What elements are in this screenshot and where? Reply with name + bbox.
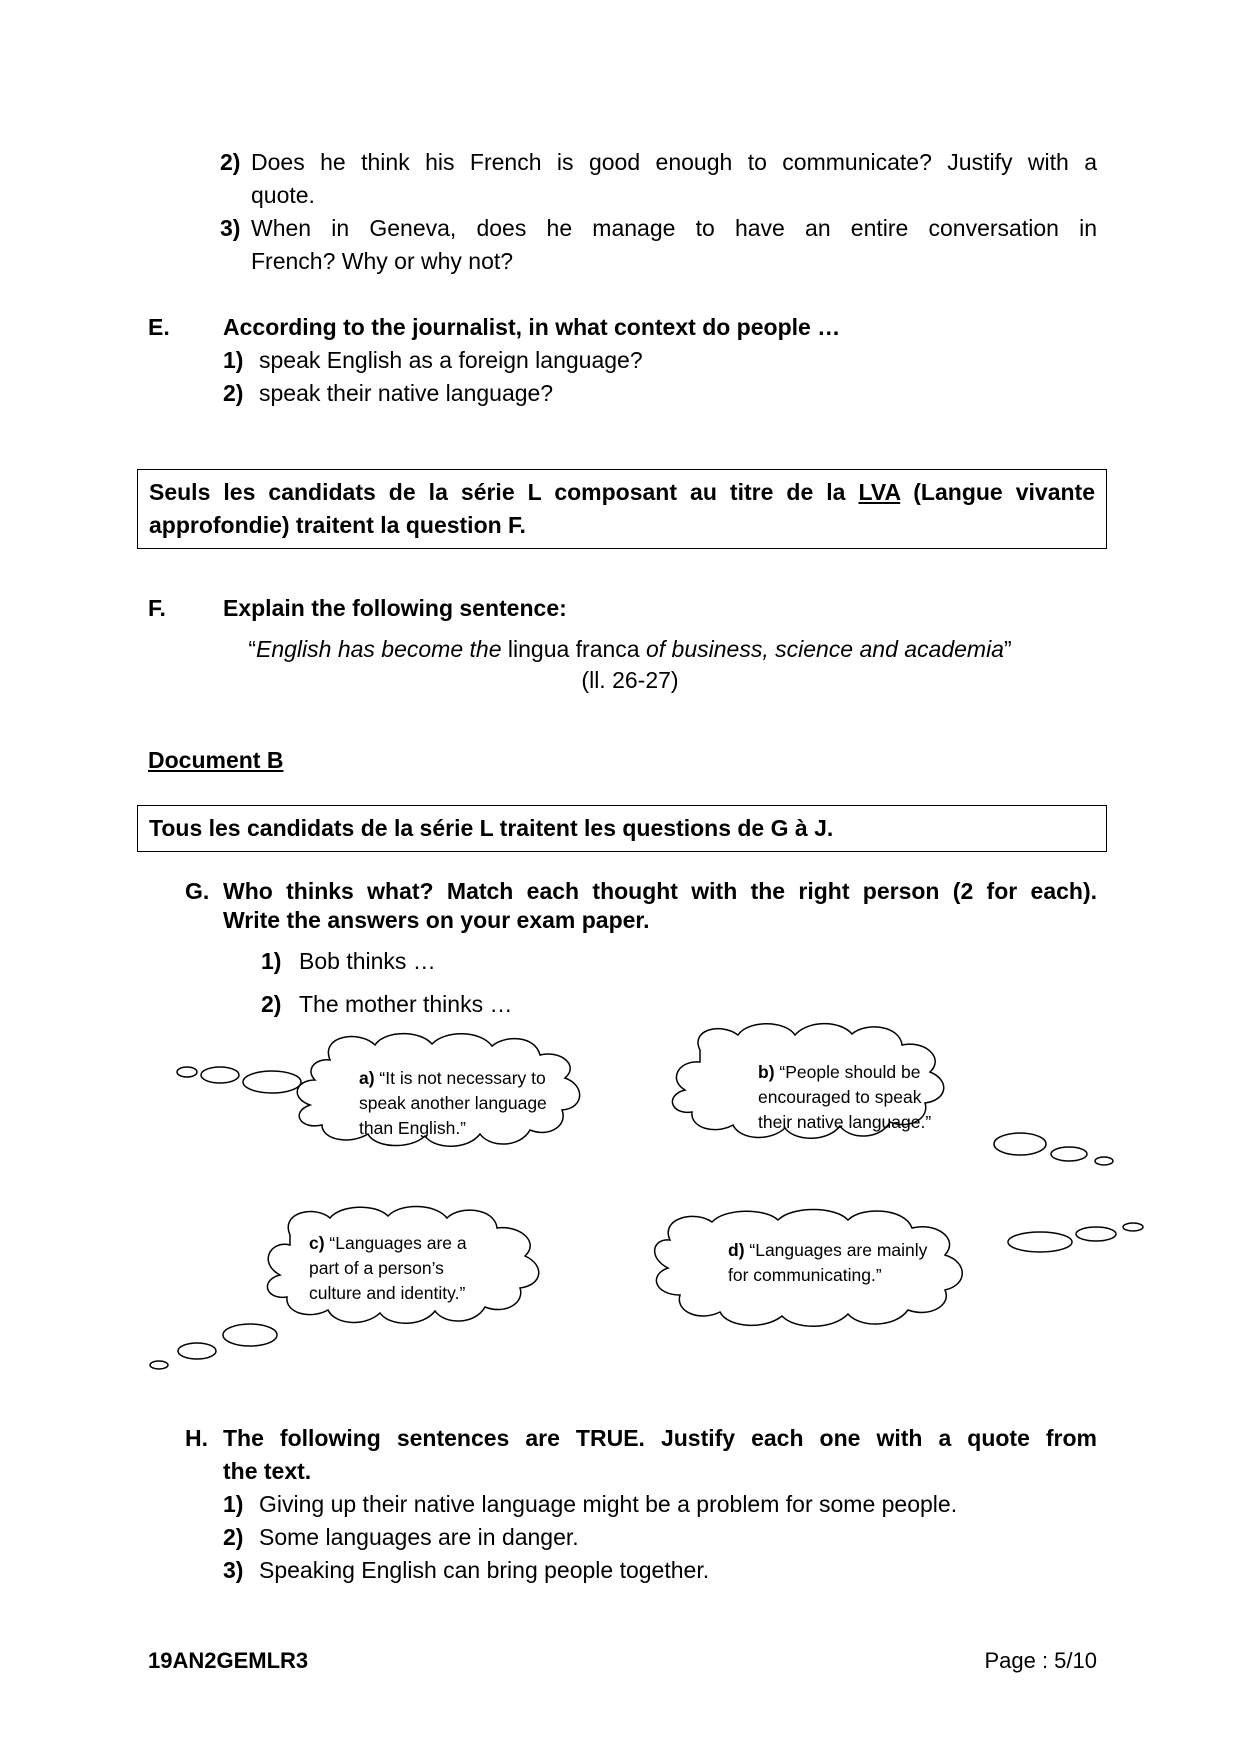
section-heading: Explain the following sentence: — [223, 595, 567, 621]
section-letter: F. — [148, 595, 166, 621]
footer-code: 19AN2GEMLR3 — [148, 1648, 309, 1673]
bubble-line: for communicating.” — [728, 1265, 882, 1285]
question-number: 2) — [261, 991, 282, 1017]
bubble-line — [359, 1066, 547, 1091]
question-number: 2) — [220, 149, 241, 175]
bubble-line — [309, 1231, 467, 1256]
question-text: The mother thinks … — [299, 991, 513, 1017]
section-heading: According to the journalist, in what context do people … — [223, 314, 841, 340]
bubble-line: part of a person’s — [309, 1258, 444, 1278]
line-reference: (ll. 26-27) — [581, 667, 679, 693]
document-title: Document B — [148, 747, 284, 773]
question-number: 1) — [223, 347, 244, 373]
instruction-text: Seuls les candidats de la série L composant au titre de la — [149, 479, 859, 505]
question-text: Bob thinks … — [299, 948, 436, 974]
section-heading: Who thinks what? Match each thought with the right person (2 for each). — [223, 878, 1097, 904]
instruction-text: (Langue vivante — [900, 479, 1096, 505]
question-text: speak English as a foreign language? — [259, 347, 643, 373]
bubble-quote: “Languages are mainly — [744, 1240, 928, 1260]
bubble-label: c) — [309, 1233, 325, 1253]
question-text: Giving up their native language might be a problem for some people. — [259, 1491, 958, 1517]
quote-italic: English has become the — [256, 636, 502, 662]
question-number: 2) — [223, 1524, 244, 1550]
section-heading-cont: the text. — [223, 1458, 312, 1484]
question-number: 2) — [223, 380, 244, 406]
bubble-line: culture and identity.” — [309, 1283, 466, 1303]
bubble-c-text — [309, 1231, 467, 1306]
section-heading-cont: Write the answers on your exam paper. — [223, 907, 650, 933]
question-number: 1) — [223, 1491, 244, 1517]
question-text-cont: French? Why or why not? — [251, 248, 514, 274]
bubble-b-text — [758, 1060, 931, 1135]
quote-normal: lingua franca — [501, 636, 646, 662]
bubble-line: their native language.” — [758, 1112, 932, 1132]
question-number: 3) — [220, 215, 241, 241]
question-text: speak their native language? — [259, 380, 554, 406]
question-text: When in Geneva, does he manage to have an entire conversation in — [251, 215, 1097, 241]
bubble-line — [758, 1060, 931, 1085]
question-text: Speaking English can bring people together. — [259, 1557, 710, 1583]
quote-mark: ” — [1003, 636, 1012, 662]
bubble-quote: “Languages are a — [324, 1233, 467, 1253]
bubble-line: speak another language — [359, 1093, 547, 1113]
quote-mark: “ — [248, 636, 256, 662]
bubble-quote: “It is not necessary to — [374, 1068, 546, 1088]
bubble-line — [728, 1238, 927, 1263]
bubble-d-text — [728, 1238, 927, 1288]
instruction-line: approfondie) traitent la question F. — [149, 512, 526, 538]
bubble-label: b) — [758, 1062, 775, 1082]
question-number: 1) — [261, 948, 282, 974]
section-letter: E. — [148, 314, 170, 340]
quote-italic: of business, science and academia — [645, 636, 1004, 662]
question-text: Some languages are in danger. — [259, 1524, 579, 1550]
instruction-line: Tous les candidats de la série L traitent les questions de G à J. — [149, 815, 834, 841]
bubble-label: d) — [728, 1240, 745, 1260]
section-letter: G. — [185, 878, 210, 904]
question-text: Does he think his French is good enough to communicate? Justify with a — [251, 149, 1097, 175]
footer-page-number: Page : 5/10 — [984, 1648, 1097, 1673]
bubble-quote: “People should be — [774, 1062, 921, 1082]
section-letter: H. — [185, 1425, 208, 1451]
bubble-line: encouraged to speak — [758, 1087, 922, 1107]
question-text-cont: quote. — [251, 182, 315, 208]
bubble-a-text — [359, 1066, 547, 1141]
section-heading: The following sentences are TRUE. Justify each one with a quote from — [223, 1425, 1097, 1451]
lva-underlined: LVA — [858, 479, 901, 505]
question-number: 3) — [223, 1557, 244, 1583]
bubble-line: than English.” — [359, 1118, 467, 1138]
bubble-label: a) — [359, 1068, 375, 1088]
